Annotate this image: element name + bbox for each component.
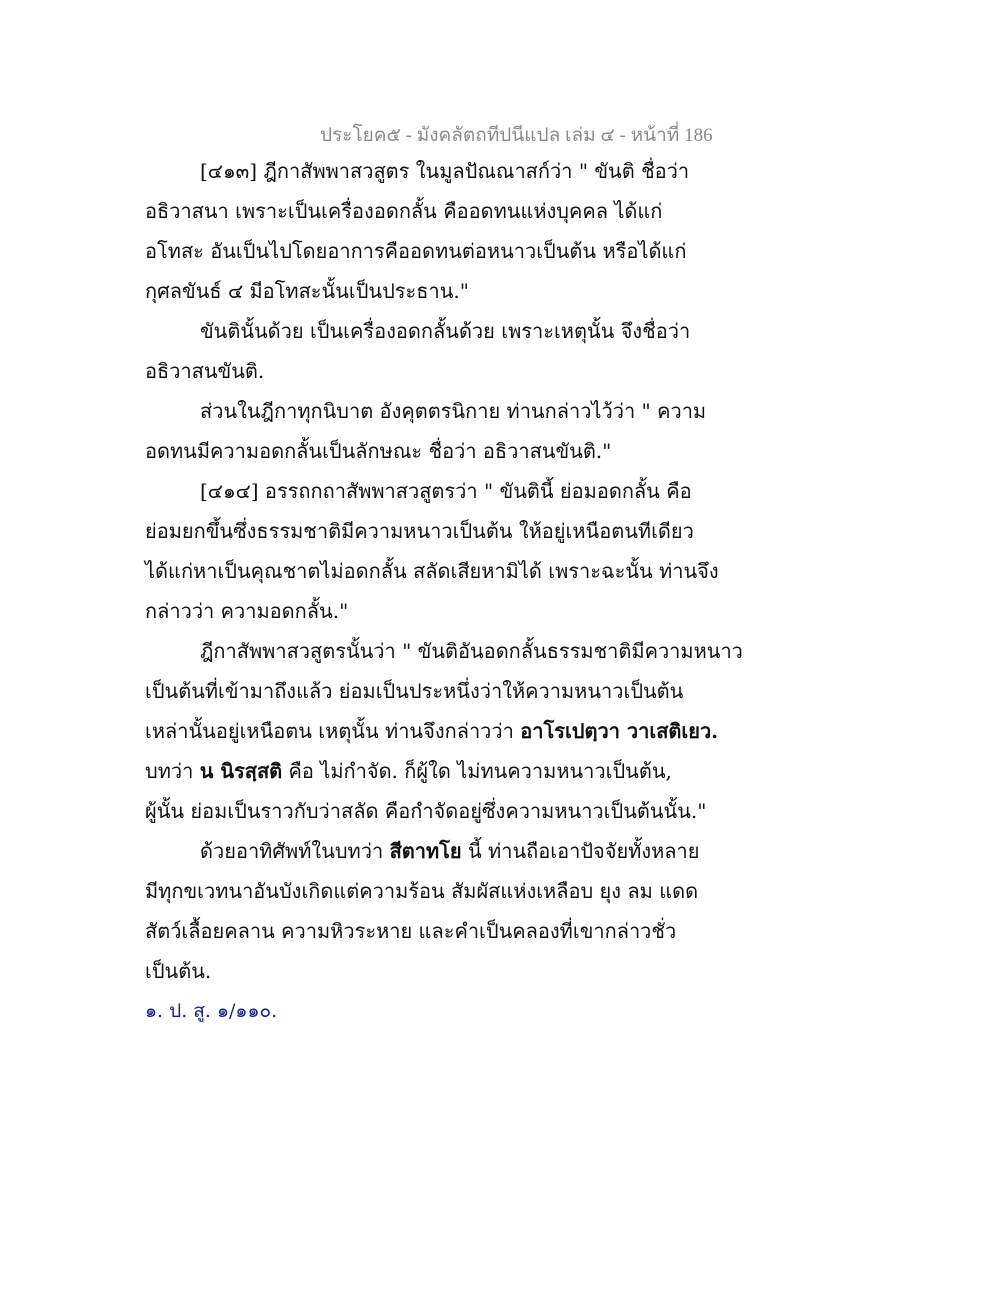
text-line: มีทุกขเวทนาอันบังเกิดแต่ความร้อน สัมผัสแห่งเหลือบ ยุง ลม แดด [145,879,699,903]
text-line: กุศลขันธ์ ๔ มีอโทสะนั้นเป็นประธาน." [145,279,469,303]
text-line: ได้แก่หาเป็นคุณชาตไม่อดกลั้น สลัดเสียหามิได้ เพราะฉะนั้น ท่านจึง [145,559,719,583]
text-segment: ด้วยอาทิศัพท์ในบทว่า [200,839,390,863]
text-line: สัตว์เลื้อยคลาน ความหิวระหาย และคำเป็นคลองที่เขากล่าวชั่ว [145,919,677,943]
text-line: อดทนมีความอดกลั้นเป็นลักษณะ ชื่อว่า อธิวาสนขันติ." [145,439,612,463]
text-line: ผู้นั้น ย่อมเป็นราวกับว่าสลัด คือกำจัดอยู่ซึ่งความหนาวเป็นต้นนั้น." [145,799,707,823]
pali-term: อาโรเปตฺวา วาเสติเยว. [520,719,719,743]
text-line: เป็นต้นที่เข้ามาถึงแล้ว ย่อมเป็นประหนึ่งว่าให้ความหนาวเป็นต้น [145,679,684,703]
pali-term: น นิรสฺสติ [199,759,283,783]
text-line: เป็นต้น. [145,959,212,983]
text-segment: นี้ ท่านถือเอาปัจจัยทั้งหลาย [461,839,700,863]
text-line: [๔๑๔] อรรถกถาสัพพาสวสูตรว่า " ขันตินี้ ย่อมอดกลั้น คือ [200,479,692,503]
text-line [145,717,745,745]
pali-term: สีตาทโย [389,839,462,863]
text-segment: คือ ไม่กำจัด. ก็ผู้ใด ไม่ทนความหนาวเป็นต้น, [282,759,672,783]
text-line: อโทสะ อันเป็นไปโดยอาการคืออดทนต่อหนาวเป็นต้น หรือได้แก่ [145,239,687,263]
text-line: ส่วนในฎีกาทุกนิบาต อังคุตตรนิกาย ท่านกล่าวไว้ว่า " ความ [200,399,707,423]
text-segment: เหล่านั้นอยู่เหนือตน เหตุนั้น ท่านจึงกล่าวว่า [145,719,521,743]
text-line: ฎีกาสัพพาสวสูตรนั้นว่า " ขันติอันอดกลั้นธรรมชาติมีความหนาว [200,639,743,663]
text-line [145,757,745,785]
text-line: [๔๑๓] ฎีกาสัพพาสวสูตร ในมูลปัณณาสก์ว่า " ขันติ ชื่อว่า [200,159,690,183]
text-line: กล่าวว่า ความอดกลั้น." [145,599,349,623]
text-line: อธิวาสนขันติ. [145,359,265,383]
page-header: ประโยค๕ - มังคลัตถทีปนีแปล เล่ม ๔ - หน้าที่ 186 [320,125,713,146]
text-line: ขันตินั้นด้วย เป็นเครื่องอดกลั้นด้วย เพราะเหตุนั้น จึงชื่อว่า [200,319,691,343]
footnote: ๑. ป. สู. ๑/๑๑๐. [145,1000,278,1022]
text-segment: บทว่า [145,759,200,783]
text-line [200,837,800,865]
text-line: อธิวาสนา เพราะเป็นเครื่องอดกลั้น คืออดทนแห่งบุคคล ได้แก่ [145,199,663,223]
text-line: ย่อมยกขึ้นซึ่งธรรมชาติมีความหนาวเป็นต้น ให้อยู่เหนือตนทีเดียว [145,519,694,543]
